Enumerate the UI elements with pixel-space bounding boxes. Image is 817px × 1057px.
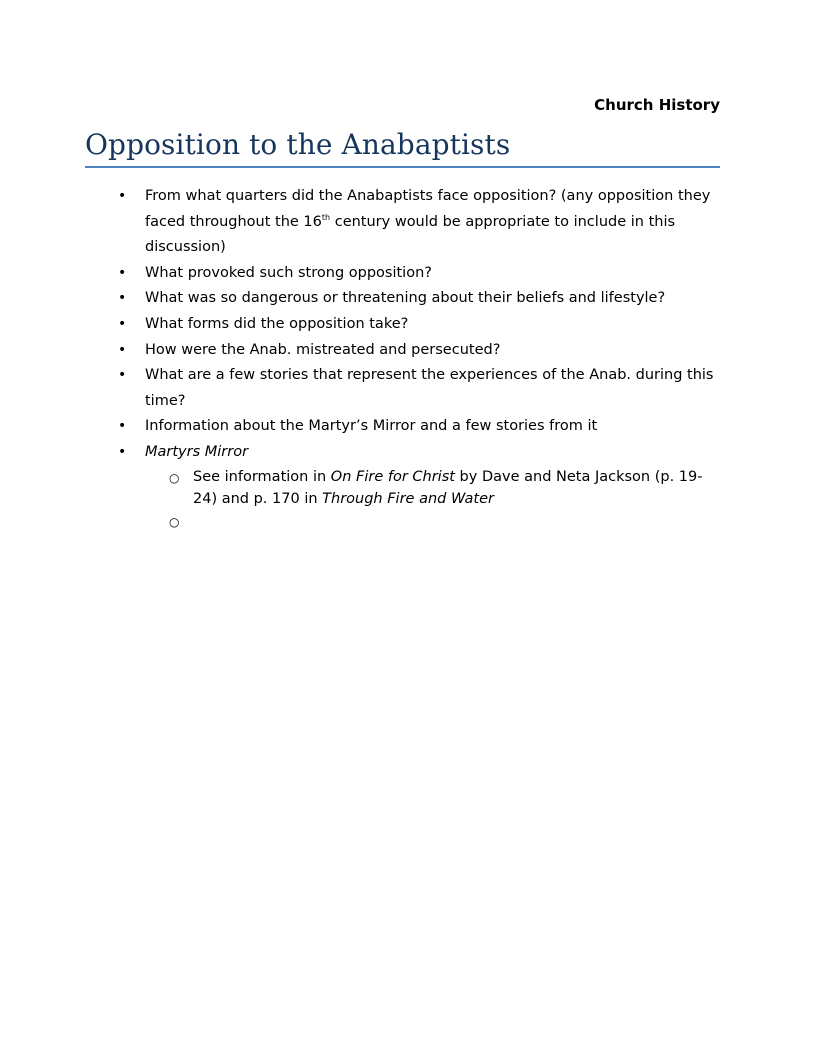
circle-bullet-icon: ○ [169, 470, 180, 485]
bullet-icon: • [118, 443, 127, 460]
question-text: Information about the Martyr’s Mirror and a few stories from it [145, 418, 598, 435]
list-item [118, 414, 723, 440]
bullet-icon: • [118, 188, 127, 204]
list-item [118, 261, 723, 287]
list-item [118, 184, 723, 261]
list-item [118, 312, 723, 338]
question-list [118, 184, 723, 532]
question-text: What was so dangerous or threatening about their beliefs and lifestyle? [145, 290, 666, 307]
question-text: What provoked such strong opposition? [145, 264, 432, 281]
list-item [118, 363, 723, 414]
list-item-martyrs-mirror [118, 440, 723, 532]
question-text: What forms did the opposition take? [145, 315, 409, 332]
martyrs-mirror-heading: Martyrs Mirror [145, 443, 249, 460]
question-text: What are a few stories that represent the experiences of the Anab. during this time? [145, 367, 714, 409]
question-text: How were the Anab. mistreated and persecuted? [145, 341, 501, 358]
sub-text-part: by Dave and Neta Jackson (p. 19-24) and p. 170 in [193, 468, 703, 507]
bullet-icon: • [118, 290, 127, 307]
bullet-icon: • [118, 315, 127, 332]
sub-list-item [169, 466, 723, 510]
sub-text-empty [193, 513, 198, 529]
document-title: Opposition to the Anabaptists [85, 128, 511, 161]
book-title: On Fire for Christ [330, 468, 455, 485]
title-underline [85, 166, 720, 168]
bullet-icon: • [118, 264, 127, 281]
sub-text-part: See information in [193, 468, 331, 485]
question-text-part: From what quarters did the Anabaptists face opposition? (any opposition they faced throughout the 16 [145, 188, 711, 230]
list-item [118, 286, 723, 312]
circle-bullet-icon: ○ [169, 514, 180, 529]
list-item [118, 338, 723, 364]
bullet-icon: • [118, 341, 127, 358]
header-course-label: Church History [594, 96, 720, 114]
bullet-icon: • [118, 367, 127, 384]
sub-list-item-empty [169, 510, 723, 532]
sub-list [169, 466, 723, 532]
question-text-part: century would be appropriate to include in this discussion) [145, 213, 676, 256]
bullet-icon: • [118, 418, 127, 435]
book-title: Through Fire and Water [322, 490, 494, 507]
superscript: th [321, 212, 331, 222]
